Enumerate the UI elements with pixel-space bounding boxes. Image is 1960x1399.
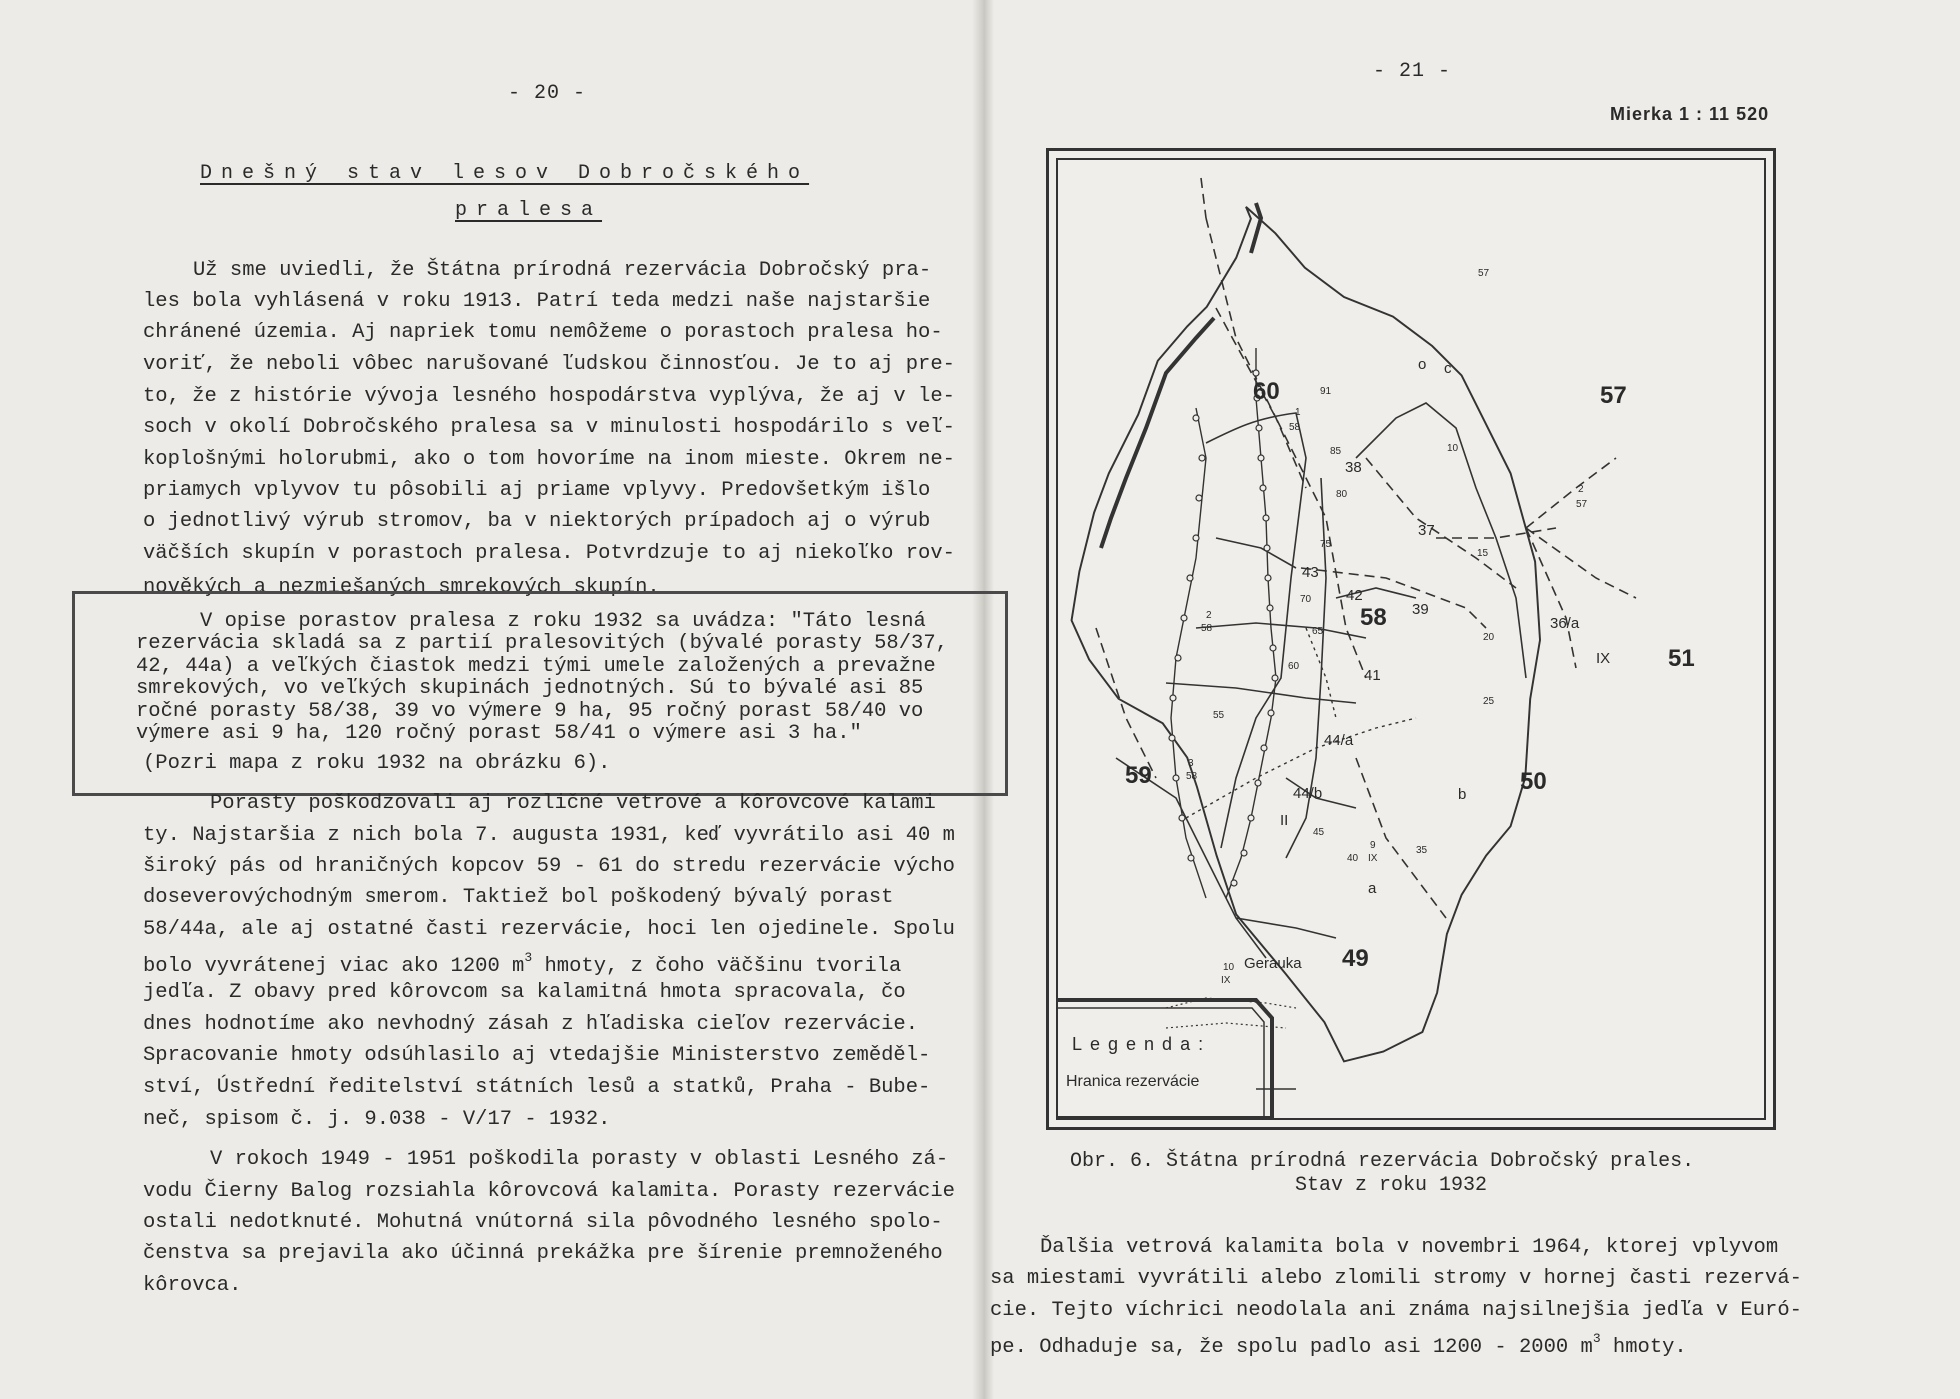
figure-caption-line2: Stav z roku 1932 (1295, 1174, 1488, 1197)
legend-box (1056, 1000, 1272, 1118)
map-small-label: 37 (1418, 522, 1435, 539)
map-small-label: 9 (1370, 840, 1376, 851)
map-small-label: 2 (1578, 484, 1584, 495)
map-small-label: 57 (1576, 499, 1588, 510)
final-volume-line: pe. Odhaduje sa, že spolu padlo asi 1200 - 2000 $m^3$ hmoty. (990, 1331, 1687, 1359)
text-line: jedľa. Z obavy pred kôrovcom sa kalamitná hmota spracovala, čo (143, 981, 906, 1004)
figure-caption-line1: Obr. 6. Štátna prírodná rezervácia Dobročský prales. (1070, 1150, 1695, 1173)
map-small-label: 38 (1345, 459, 1362, 476)
map-small-label: 45 (1313, 827, 1325, 838)
map-small-label: 70 (1300, 594, 1312, 605)
chapter-title-line2: pralesa (455, 199, 603, 222)
map-small-label: c (1444, 360, 1452, 377)
text-line: rezervácia skladá sa z partií pralesovitých (bývalé porasty 58/37, (136, 632, 948, 655)
map-small-label: 1 (1295, 407, 1301, 418)
text-line: doseverovýchodným smerom. Taktiež bol poškodený bývalý porast (143, 886, 894, 909)
map-small-label: 10 (1447, 443, 1459, 454)
map-small-label: 25 (1483, 696, 1495, 707)
map-small-label: 40 (1347, 853, 1359, 864)
map-small-label: IX (1221, 975, 1231, 986)
text-line: ty. Najstaršia z nich bola 7. augusta 1931, keď vyvrátilo asi 40 m (143, 824, 955, 847)
map-small-label: 39 (1412, 601, 1429, 618)
map-small-label: II (1280, 812, 1289, 829)
map-small-label: 65 (1312, 626, 1324, 637)
text-line: koplošnými holorubmi, ako o tom hovoríme na inom mieste. Okrem ne- (143, 448, 955, 471)
map-compartment-label: 59 (1125, 762, 1152, 789)
text-line: (Pozri mapa z roku 1932 na obrázku 6). (143, 752, 611, 775)
map-small-label: 85 (1330, 446, 1342, 457)
text-line: výmere asi 9 ha, 120 ročný porast 58/41 o výmere asi 3 ha." (136, 722, 862, 745)
map-small-label: 15 (1477, 548, 1489, 559)
reserve-boundary (1072, 207, 1540, 1062)
page-number-left: - 20 - (508, 82, 587, 105)
text-line: vodu Čierny Balog rozsiahla kôrovcová kalamita. Porasty rezervácie (143, 1180, 955, 1203)
text-line: o jednotlivý výrub stromov, ba v niektorých prípadoch aj o výrub (143, 510, 931, 533)
text-line: väčších skupín v porastoch pralesa. Potvrdzuje to aj niekoľko rov- (143, 542, 955, 565)
text-line: Už sme uviedli, že Štátna prírodná rezervácia Dobročský pra- (193, 259, 932, 282)
text-line: smrekových, vo veľkých skupinách jednotných. Sú to bývalé asi 85 (136, 677, 924, 700)
text-line: 58/44a, ale aj ostatné časti rezervácie, hoci len ojedinele. Spolu (143, 918, 955, 941)
text-line: kôrovca. (143, 1274, 242, 1297)
map-compartment-label: 50 (1520, 768, 1547, 795)
map-scale: Mierka 1 : 11 520 (1610, 104, 1770, 124)
map-small-label: 80 (1336, 489, 1348, 500)
text-line: cie. Tejto víchrici neodolala ani známa najsilnejšia jedľa v Euró- (990, 1299, 1802, 1322)
text-line: sa miestami vyvrátili alebo zlomili stromy v hornej časti rezervá- (990, 1267, 1802, 1290)
page-number-right: - 21 - (1373, 60, 1452, 83)
map-small-label: 42 (1346, 587, 1363, 604)
text-line: ročné porasty 58/38, 39 vo výmere 9 ha, 95 ročný porast 58/40 vo (136, 700, 924, 723)
map-small-label: 75 (1320, 539, 1332, 550)
map-compartment-label: 49 (1342, 945, 1369, 972)
map-small-label: Gerauka (1244, 955, 1302, 972)
text-line: široký pás od hraničných kopcov 59 - 61 do stredu rezervácie výcho (143, 855, 955, 878)
map-small-label: 58 (1289, 422, 1301, 433)
text-line: čenstva sa prejavila ako účinná prekážka pre šírenie premnoženého (143, 1242, 943, 1265)
text-line: Porasty poškodzovali aj rozličné vetrové a kôrovcové kalami (210, 792, 936, 815)
text-line: priamych vplyvov tu pôsobili aj priame vplyvy. Predovšetkým išlo (143, 479, 931, 502)
map-small-label: 58 (1186, 771, 1198, 782)
map-small-label: 55 (1213, 710, 1225, 721)
volume-line: bolo vyvrátenej viac ako 1200 $m^3$ hmoty, z čoho väčšinu tvorila (143, 950, 902, 978)
map-small-label: 44/b (1293, 785, 1323, 802)
text-line: Spracovanie hmoty odsúhlasilo aj vtedajšie Ministerstvo zeměděl- (143, 1044, 931, 1067)
map-small-label: 57 (1478, 268, 1490, 279)
legend-item-reserve-boundary: Hranica rezervácie (1066, 1073, 1200, 1090)
chapter-title-line1: Dnešný stav lesov Dobročského (200, 162, 810, 185)
text-line: Ďalšia vetrová kalamita bola v novembri 1964, ktorej vplyvom (1040, 1236, 1779, 1259)
map-small-label: a (1368, 880, 1377, 897)
map-compartment-label: 58 (1360, 604, 1387, 631)
map-compartment-label: 60 (1253, 378, 1280, 405)
map-small-label: 43 (1302, 564, 1319, 581)
map-small-label: 20 (1483, 632, 1495, 643)
map-small-label: 36/a (1550, 615, 1580, 632)
map-small-label: 10 (1223, 962, 1235, 973)
map-compartment-label: 57 (1600, 382, 1627, 409)
text-line: V rokoch 1949 - 1951 poškodila porasty v oblasti Lesného zá- (210, 1148, 949, 1171)
text-line: voriť, že neboli vôbec narušované ľudskou činnosťou. Je to aj pre- (143, 353, 955, 376)
text-line: V opise porastov pralesa z roku 1932 sa uvádza: "Táto lesná (200, 610, 926, 633)
text-line: dnes hodnotíme ako nevhodný zásah z hľadiska cieľov rezervácie. (143, 1013, 919, 1036)
map-small-label: IX (1368, 853, 1378, 864)
text-line: 42, 44a) a veľkých čiastok medzi tými umele založených a prevažne (136, 655, 936, 678)
map-small-label: 41 (1364, 667, 1381, 684)
forest-map (1056, 158, 1766, 1120)
text-line: chránené územia. Aj napriek tomu nemôžeme o porastoch pralesa ho- (143, 321, 943, 344)
text-line: soch v okolí Dobročského pralesa sa v minulosti hospodárilo s veľ- (143, 416, 955, 439)
text-line: neč, spisom č. j. 9.038 - V/17 - 1932. (143, 1108, 611, 1131)
map-small-label: 91 (1320, 386, 1332, 397)
map-small-label: IX (1596, 650, 1611, 667)
text-line: to, že z histórie vývoja lesného hospodárstva vyplýva, že aj v le- (143, 385, 955, 408)
text-line: ství, Ústřední ředitelství státních lesů a statků, Praha - Bube- (143, 1076, 931, 1099)
map-small-label: 3 (1188, 758, 1194, 769)
map-small-label: o (1418, 356, 1427, 373)
map-small-label: 58 (1201, 623, 1213, 634)
text-line: ostali nedotknuté. Mohutná vnútorná sila pôvodného lesného spolo- (143, 1211, 943, 1234)
map-small-label: 60 (1288, 661, 1300, 672)
text-line: les bola vyhlásená v roku 1913. Patrí teda medzi naše najstaršie (143, 290, 931, 313)
legend-title: Legenda: (1072, 1034, 1212, 1054)
map-small-label: 35 (1416, 845, 1428, 856)
map-small-label: 2 (1206, 610, 1212, 621)
text-line: nověkých a nezmiešaných smrekových skupín. (143, 576, 660, 599)
map-small-label: 44/a (1324, 732, 1354, 749)
map-compartment-label: 51 (1668, 645, 1695, 672)
map-small-label: b (1458, 786, 1467, 803)
